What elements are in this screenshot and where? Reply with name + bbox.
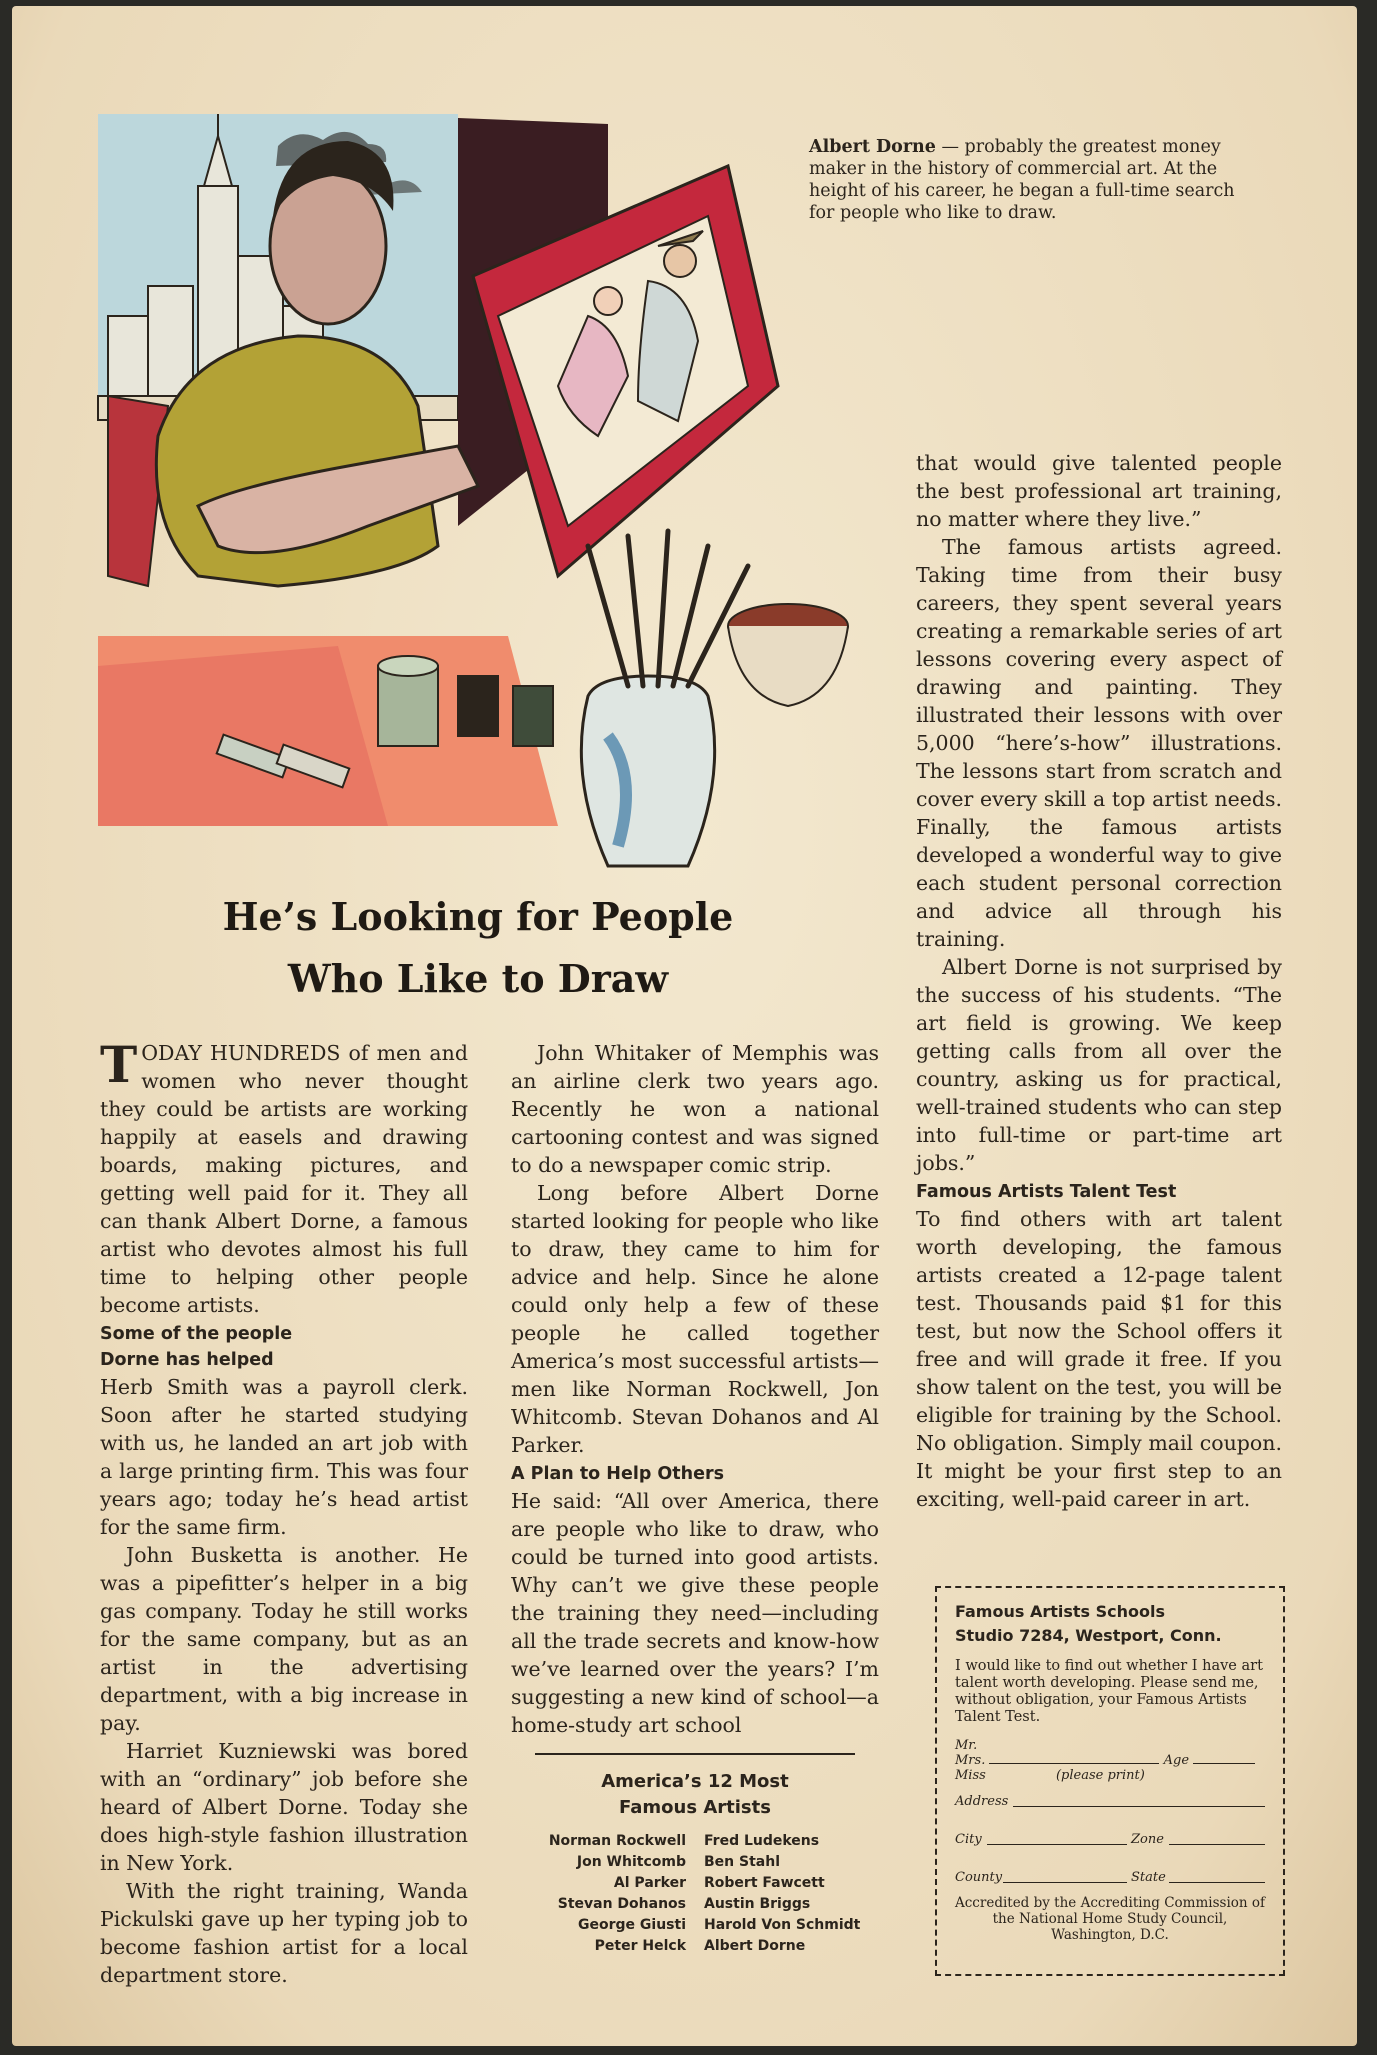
coupon-body: I would like to find out whether I have art talent worth developing. Please send me, without obligation, your Famous Artists Talent Test. <box>955 1658 1263 1725</box>
paragraph-artists-agreed: The famous artists agreed. Taking time from their busy careers, they spent several years creating a remarkable series of art lessons covering every aspect of drawing and painting. They illustrated their lessons with over 5,000 “here’s-how” illustrations. The lessons start from scratch and cover every skill a top artist needs. Finally, the famous artists developed a wonderful way to give each student personal correction and advice all through his training. <box>916 535 1282 951</box>
subheading-people-helped <box>100 1321 468 1373</box>
label-county: County <box>955 1870 1003 1885</box>
artist-name: Austin Briggs <box>704 1896 811 1912</box>
artist-name: Jon Whitcomb <box>576 1854 686 1870</box>
county-row <box>955 1859 1265 1889</box>
city-field[interactable] <box>987 1844 1127 1845</box>
artist-name: Norman Rockwell <box>548 1833 686 1849</box>
coupon-accreditation: Accredited by the Accrediting Commission of the National Home Study Council, Washington, D.C. <box>955 1895 1266 1943</box>
label-age: Age <box>1163 1753 1190 1768</box>
brush-jar <box>581 676 714 866</box>
zone-field[interactable] <box>1169 1844 1265 1845</box>
drop-cap: T <box>100 1035 138 1094</box>
famous-artists-title-line-1: America’s 12 Most <box>601 1771 789 1792</box>
artist-name: Al Parker <box>613 1875 686 1891</box>
illustration-caption <box>809 136 1239 224</box>
label-zone: Zone <box>1131 1832 1164 1847</box>
coupon-school-name: Famous Artists Schools <box>955 1602 1165 1621</box>
headline-line-2: Who Like to Draw <box>287 956 669 1001</box>
caption-name: Albert Dorne <box>809 137 936 157</box>
address-row <box>955 1783 1265 1813</box>
address-field[interactable] <box>1013 1806 1265 1807</box>
albert-dorne-illustration <box>88 106 878 876</box>
coupon-name-block <box>955 1738 1265 1783</box>
label-miss: Miss <box>955 1768 986 1783</box>
paragraph-herb-smith: Herb Smith was a payroll clerk. Soon after he started studying with us, he landed an art job with a large printing firm. This was four years ago; today he’s head artist for the same firm. <box>100 1375 468 1539</box>
artist-name: George Giusti <box>578 1917 686 1933</box>
famous-artists-title-line-2: Famous Artists <box>619 1797 771 1818</box>
intro-text: of men and women who never thought they could be artists are working happily at easels and drawing boards, making pictures, and getting well paid for it. They all can thank Albert Dorne, a famous artist who devotes almost his full time to helping other people become artists. <box>100 1041 468 1317</box>
headline-line-1: He’s Looking for People <box>222 894 734 939</box>
subheading-line-2: Dorne has helped <box>100 1350 274 1370</box>
artist-name: Stevan Dohanos <box>557 1896 686 1912</box>
city-row <box>955 1821 1265 1851</box>
paragraph-john-whitaker: John Whitaker of Memphis was an airline clerk two years ago. Recently he won a national cartooning contest and was signed to do a newspaper comic strip. <box>511 1041 879 1177</box>
artist-name: Fred Ludekens <box>704 1833 820 1849</box>
famous-artists-title <box>511 1769 879 1821</box>
label-mr: Mr. <box>955 1738 978 1753</box>
subheading-talent-test: Famous Artists Talent Test <box>916 1182 1177 1202</box>
caption-text: — probably the greatest money maker in the history of commercial art. At the height of his career, he began a full-time search for people who like to draw. <box>809 137 1235 223</box>
paragraph-john-busketta: John Busketta is another. He was a pipefitter’s helper in a big gas company. Today he still works for the same company, but as an artist in the advertising department, with a big increase in pay. <box>100 1543 468 1735</box>
magazine-page <box>12 6 1357 2046</box>
coupon-header <box>955 1600 1265 1648</box>
intro-paragraph <box>100 1035 468 1319</box>
column-1 <box>100 1035 468 1989</box>
label-state: State <box>1131 1870 1166 1885</box>
paragraph-continued: that would give talented people the best professional art training, no matter where they live.” <box>916 451 1282 531</box>
mail-coupon[interactable] <box>935 1586 1285 1976</box>
label-please-print: (please print) <box>1055 1768 1145 1783</box>
name-field[interactable] <box>989 1763 1159 1764</box>
coupon-studio-address: Studio 7284, Westport, Conn. <box>955 1626 1222 1645</box>
column-3 <box>916 449 1282 1513</box>
artist-name: Ben Stahl <box>704 1854 780 1870</box>
paragraph-he-said: He said: “All over America, there are people who like to draw, who could be turned into good artists. Why can’t we give these people the training they need—including all the trade secrets and know-how we’ve learned over the years? I’m suggesting a new kind of school—a home-study art school <box>511 1489 879 1737</box>
county-field[interactable] <box>1003 1882 1127 1883</box>
paragraph-wanda: With the right training, Wanda Pickulski gave up her typing job to become fashion artist for a local department store. <box>100 1879 468 1987</box>
famous-artists-list <box>511 1831 879 1957</box>
divider-rule <box>535 1753 855 1755</box>
column-2 <box>511 1039 879 1957</box>
artist-name: Albert Dorne <box>704 1938 806 1954</box>
paragraph-talent-test: To find others with art talent worth developing, the famous artists created a 12-page talent test. Thousands paid $1 for this test, but now the School offers it free and will grade it free. If you show talent on the test, you will be eligible for training by the School. No obligation. Simply mail coupon. It might be your first step to an exciting, well-paid career in art. <box>916 1207 1282 1511</box>
label-city: City <box>955 1832 982 1847</box>
artist-name: Robert Fawcett <box>704 1875 825 1891</box>
paragraph-not-surprised: Albert Dorne is not surprised by the success of his students. “The art field is growing. We keep getting calls from all over the country, asking us for practical, well-trained students who can step into full-time or part-time art jobs.” <box>916 955 1282 1175</box>
label-mrs: Mrs. <box>955 1753 986 1768</box>
paragraph-harriet: Harriet Kuzniewski was bored with an “ordinary” job before she heard of Albert Dorne. Today she does high-style fashion illustration in New York. <box>100 1739 468 1875</box>
state-field[interactable] <box>1169 1882 1265 1883</box>
subheading-plan: A Plan to Help Others <box>511 1464 725 1484</box>
label-address: Address <box>955 1794 1009 1809</box>
intro-small-caps: ODAY HUNDREDS <box>141 1041 341 1065</box>
page-headline <box>98 886 858 1010</box>
subheading-line-1: Some of the people <box>100 1324 293 1344</box>
paragraph-long-before: Long before Albert Dorne started looking for people who like to draw, they came to him for advice and help. Since he alone could only help a few of these people he called together America’s most successful artists—men like Norman Rockwell, Jon Whitcomb. Stevan Dohanos and Al Parker. <box>511 1181 879 1457</box>
artist-name: Harold Von Schmidt <box>704 1917 861 1933</box>
name-row <box>955 1753 1265 1768</box>
brushes <box>588 531 748 686</box>
age-field[interactable] <box>1193 1763 1255 1764</box>
artist-name: Peter Helck <box>594 1938 686 1954</box>
miss-row <box>955 1768 1265 1783</box>
